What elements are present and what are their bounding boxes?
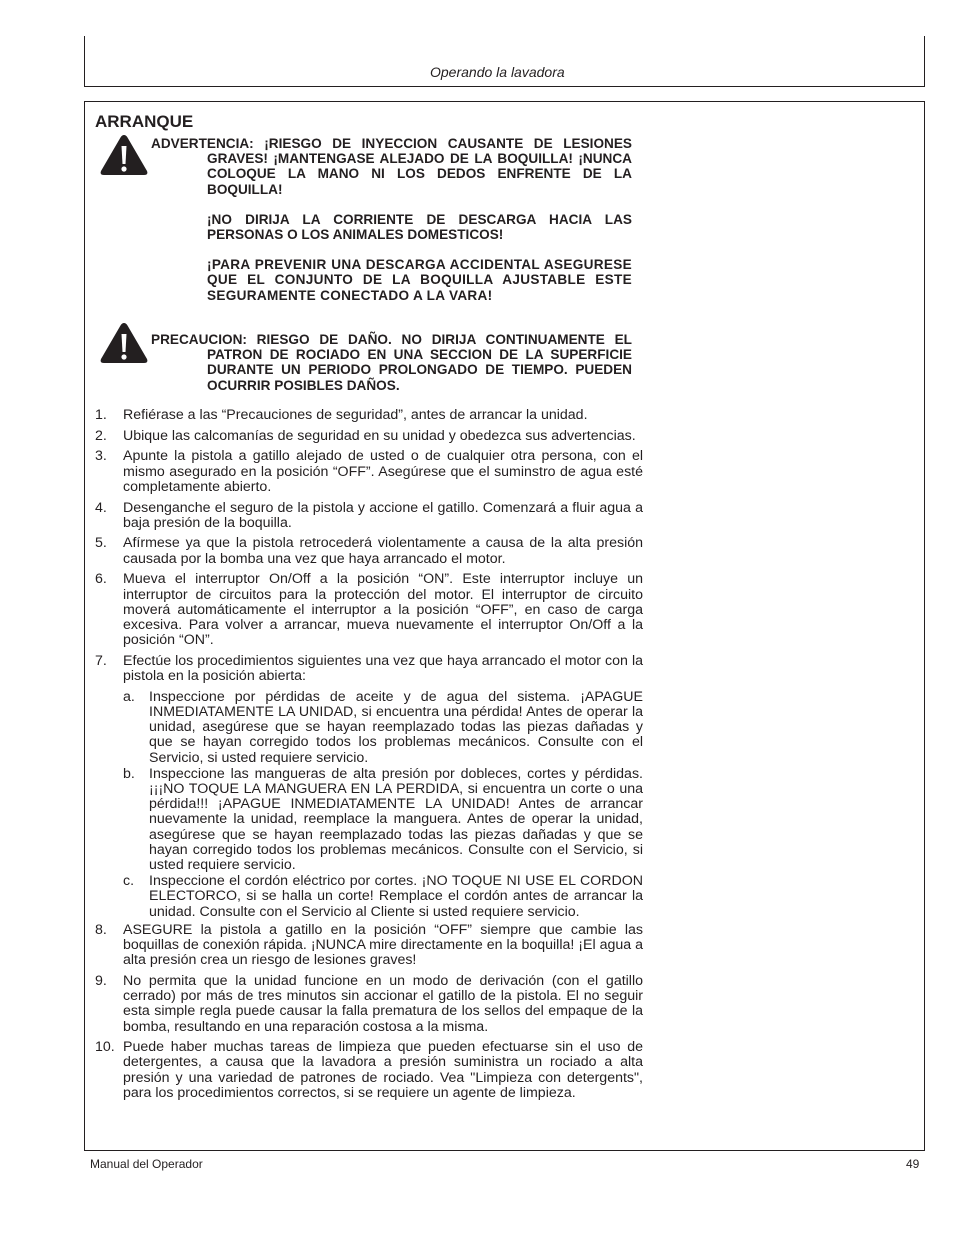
- page-number: 49: [906, 1157, 920, 1171]
- list-item: 10. Puede haber muchas tareas de limpieza que pueden efectuarse sin el uso de detergentes, a causa que la lavadora a presión suministra un rociado a alta presión y una variedad de patrones de rociado. Vea "Limpieza con detergents", para los procedimientos correctos, si se requiere un agente de limpieza.: [95, 1039, 643, 1101]
- header-rule-left: [84, 36, 85, 86]
- warning-triangle-icon: [99, 133, 149, 177]
- footer-manual-name: Manual del Operador: [90, 1157, 203, 1171]
- list-item: 1. Refiérase a las “Precauciones de seguridad”, antes de arrancar la unidad.: [95, 407, 588, 423]
- warning-lead: ADVERTENCIA: ¡RIESGO DE INYECCION CAUSANTE DE LESIONES GRAVES! ¡MANTENGASE ALEJADO DE LA BOQUILLA! ¡NUNCA COLOQUE LA MANO NI LOS DEDOS ENFRENTE DE LA BOQUILLA!: [151, 136, 632, 197]
- list-item: 7. Efectúe los procedimientos siguientes una vez que haya arrancado el motor con la pistola en la posición abierta:: [95, 652, 643, 685]
- list-item: 8. ASEGURE la pistola a gatillo en la posición “OFF” siempre que cambie las boquillas de conexión rápida. ¡NUNCA mire directamente en la boquilla! ¡El agua a alta presión crea un riesgo de lesiones graves!: [95, 921, 643, 969]
- list-item: 6. Mueva el interruptor On/Off a la posición “ON”. Este interruptor incluye un interruptor de circuitos para la protección del motor. El interruptor de circuito moverá automáticamente el interruptor a la posición “OFF”, en caso de carga excesiva. Para volver a arrancar, mueva nuevamente el interruptor On/Off a la posición “ON”.: [95, 571, 643, 649]
- steps-list: [95, 408, 643, 1107]
- warning-block: [151, 136, 632, 303]
- warning-paragraph: ¡NO DIRIJA LA CORRIENTE DE DESCARGA HACIA LAS PERSONAS O LOS ANIMALES DOMESTICOS!: [207, 211, 632, 243]
- box-title: ARRANQUE: [95, 112, 194, 131]
- list-item: 9. No permita que la unidad funcione en un modo de derivación (con el gatillo cerrado) por más de tres minutos sin accionar el gatillo de la pistola. El no seguir esta simple regla puede causar la falla prematura de los sellos del empaque de la bomba, resultando en una reparación costosa a la misma.: [95, 972, 643, 1035]
- header-rule-right: [924, 36, 925, 86]
- header-rule-bottom: [84, 86, 925, 87]
- sub-list-item: b. Inspeccione las mangueras de alta presión por dobleces, cortes y pérdidas. ¡¡¡NO TOQUE LA MANGUERA EN LA PERDIDA, si encuentra un corte o una pérdida!!! ¡APAGUE INMEDIATAMENTE LA UNIDAD! Antes de arrancar nuevamente la unidad, reemplace la manguera. Antes de operar la unidad, asegúrese que se hayan reemplazado todas las piezas dañadas y que se hayan corregido todos los problemas mecánicos. Consulte con el Servicio, si usted requiere servicio.: [123, 765, 643, 873]
- warning-paragraph: ¡PARA PREVENIR UNA DESCARGA ACCIDENTAL ASEGURESE QUE EL CONJUNTO DE LA BOQUILLA AJUSTABLE ESTE SEGURAMENTE CONECTADO A LA VARA!: [207, 257, 632, 303]
- list-item: 4. Desenganche el seguro de la pistola y accione el gatillo. Comenzará a fluir agua a baja presión de la boquilla.: [95, 499, 643, 531]
- caution-text: PRECAUCION: RIESGO DE DAÑO. NO DIRIJA CONTINUAMENTE EL PATRON DE ROCIADO EN UNA SECCION DE LA SUPERFICIE DURANTE UN PERIODO PROLONGADO DE TIEMPO. PUEDEN OCURRIR POSIBLES DAÑOS.: [151, 332, 632, 393]
- list-item: 2. Ubique las calcomanías de seguridad en su unidad y obedezca sus advertencias.: [95, 427, 636, 444]
- sub-list-item: c. Inspeccione el cordón eléctrico por cortes. ¡NO TOQUE NI USE EL CORDON ELECTORCO, si se halla un corte! Remplace el cordón antes de arrancar la unidad. Consulte con el Servicio al Cliente si usted requiere servicio.: [123, 873, 643, 920]
- list-item: 5. Afírmese ya que la pistola retrocederá violentamente a causa de la alta presión causada por la bomba una vez que haya arrancado el motor.: [95, 535, 643, 567]
- warning-triangle-icon: [99, 321, 149, 365]
- sub-list-item: a. Inspeccione por pérdidas de aceite y de agua del sistema. ¡APAGUE INMEDIATAMENTE LA UNIDAD, si encuentra una pérdida! Antes de operar la unidad, asegúrese que se hayan reemplazado todas las piezas dañadas y que se hayan corregido todos los problemas mecánicos. Consulte con el Servicio, si usted requiere servicio.: [123, 688, 643, 766]
- section-title: Operando la lavadora: [430, 64, 565, 80]
- list-item: 3. Apunte la pistola a gatillo alejado de usted o de cualquier otra persona, con el mismo asegurado en la posición “OFF”. Asegúrese que el suminstro de agua esté completamente abierto.: [95, 448, 643, 495]
- caution-block: [151, 332, 632, 393]
